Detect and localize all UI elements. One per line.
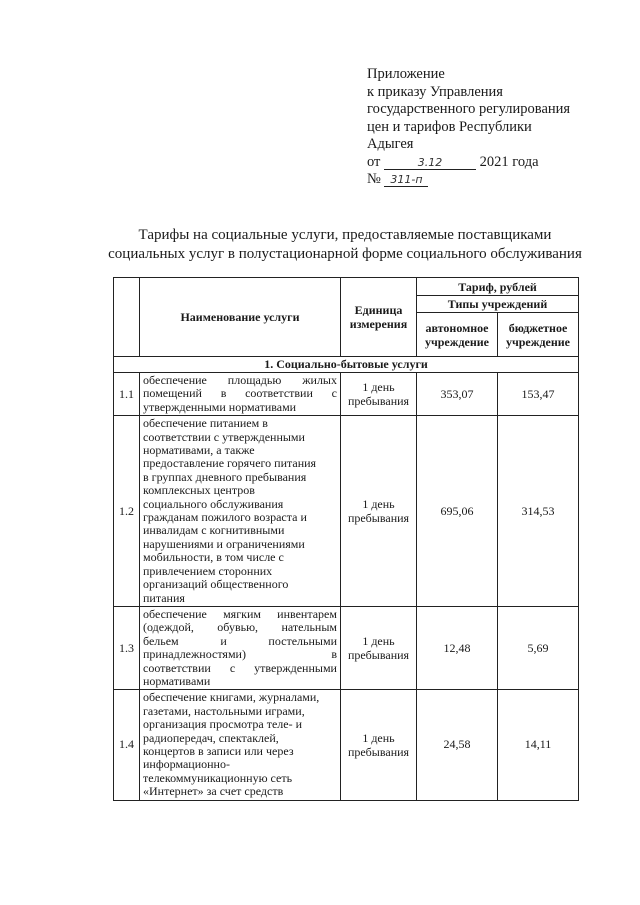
- service-name-line: [143, 578, 337, 591]
- service-name-word: предоставление горячего питания: [143, 456, 317, 471]
- service-name-line: [143, 772, 337, 785]
- service-name-word: обувью,: [217, 620, 259, 635]
- service-name-line: [143, 511, 337, 524]
- tariff-autonomous: 353,07: [417, 373, 498, 416]
- tariff-autonomous: 695,06: [417, 416, 498, 607]
- service-name-line: [143, 758, 337, 771]
- service-name-line: [143, 387, 337, 400]
- service-name-word: социального обслуживания: [143, 496, 284, 511]
- row-number: 1.2: [114, 416, 140, 607]
- service-name-word: телекоммуникационную сеть: [143, 770, 293, 785]
- service-name-word: в группах дневного пребывания: [143, 469, 307, 484]
- tariff-budget: 5,69: [498, 606, 579, 689]
- unit-of-measure: 1 день пребывания: [341, 606, 417, 689]
- service-name-word: жилых: [302, 373, 337, 387]
- service-name-line: [143, 374, 337, 387]
- service-name-word: обеспечение: [143, 373, 207, 387]
- document-title: [100, 226, 590, 264]
- service-name-word: обеспечение книгами, журналами,: [143, 690, 320, 705]
- service-name-word: бельем: [143, 633, 179, 648]
- service-name-word: нательным: [281, 620, 337, 635]
- service-name-line: [143, 732, 337, 745]
- appendix-line: к приказу Управления: [367, 83, 503, 100]
- service-name-line: [143, 484, 337, 497]
- tariff-budget: 14,11: [498, 690, 579, 800]
- tariff-budget: 153,47: [498, 373, 579, 416]
- service-name-line: [143, 457, 337, 470]
- appendix-line: цен и тарифов Республики: [367, 118, 532, 135]
- appendix-line: Приложение: [367, 66, 445, 82]
- service-name-line: [143, 444, 337, 457]
- service-name-line: [143, 524, 337, 537]
- table-row: [114, 416, 579, 607]
- service-name-line: [143, 538, 337, 551]
- appendix-date: [367, 154, 627, 172]
- service-name-word: утвержденными нормативами: [143, 399, 297, 414]
- service-name-word: и: [220, 633, 227, 648]
- tariff-autonomous: 12,48: [417, 606, 498, 689]
- service-name-word: мобильности, в том числе с: [143, 550, 284, 565]
- service-name-line: [143, 417, 337, 430]
- title-line: социальных услуг в полустационарной форме социального обслуживания: [108, 246, 582, 262]
- service-name-word: нарушениями и ограничениями: [143, 536, 305, 551]
- service-name-line: [143, 608, 337, 621]
- table-row: [114, 690, 579, 800]
- appendix-line: Адыгея: [367, 136, 414, 152]
- service-name-word: организаций общественного: [143, 577, 289, 592]
- service-name: [140, 606, 341, 689]
- service-name-line: [143, 401, 337, 414]
- unit-of-measure: 1 день пребывания: [341, 416, 417, 607]
- header-budget: бюджетное учреждение: [498, 313, 579, 357]
- table-row: [114, 606, 579, 689]
- service-name-word: «Интернет» за счет средств: [143, 784, 284, 799]
- service-name-line: [143, 565, 337, 578]
- header-tariff: Тариф, рублей: [417, 278, 579, 296]
- table-row: [114, 373, 579, 416]
- service-name-line: [143, 498, 337, 511]
- service-name-word: радиопередач, спектаклей,: [143, 730, 279, 745]
- service-name-line: [143, 592, 337, 605]
- service-name-word: в: [331, 647, 337, 662]
- service-name-line: [143, 431, 337, 444]
- service-name-word: концертов в записи или через: [143, 743, 294, 758]
- header-unit: Единица измерения: [341, 278, 417, 357]
- service-name-line: [143, 471, 337, 484]
- service-name-line: [143, 675, 337, 688]
- handwritten-number: 311-п: [384, 173, 428, 187]
- service-name-line: [143, 745, 337, 758]
- unit-of-measure: 1 день пребывания: [341, 690, 417, 800]
- service-name-word: нормативами: [143, 673, 211, 688]
- service-name-word: организация просмотра теле- и: [143, 717, 303, 732]
- service-name-word: постельными: [268, 633, 337, 648]
- number-prefix: №: [367, 171, 381, 187]
- service-name-word: площадью: [227, 373, 282, 387]
- service-name-word: (одеждой,: [143, 620, 194, 635]
- service-name: [140, 416, 341, 607]
- tariffs-table: [113, 277, 579, 801]
- service-name-line: [143, 662, 337, 675]
- service-name: [140, 690, 341, 800]
- service-name-line: [143, 621, 337, 634]
- service-name-word: соответствии: [245, 386, 313, 401]
- service-name-line: [143, 705, 337, 718]
- tariff-budget: 314,53: [498, 416, 579, 607]
- unit-of-measure: 1 день пребывания: [341, 373, 417, 416]
- service-name-line: [143, 691, 337, 704]
- service-name: [140, 373, 341, 416]
- service-name-word: утвержденными: [254, 660, 337, 675]
- appendix-block: [367, 66, 627, 189]
- service-name-line: [143, 648, 337, 661]
- service-name-word: принадлежностями): [143, 647, 246, 662]
- service-name-word: питания: [143, 590, 185, 605]
- service-name-word: соответствии: [143, 660, 211, 675]
- section-header: 1. Социально-бытовые услуги: [114, 357, 579, 373]
- service-name-line: [143, 785, 337, 798]
- service-name-word: привлечением сторонних: [143, 563, 273, 578]
- service-name-word: гражданам пожилого возраста и: [143, 510, 307, 525]
- tariff-autonomous: 24,58: [417, 690, 498, 800]
- service-name-word: газетами, настольными играми,: [143, 703, 305, 718]
- service-name-line: [143, 551, 337, 564]
- header-name: Наименование услуги: [140, 278, 341, 357]
- row-number: 1.1: [114, 373, 140, 416]
- handwritten-date: 3.12: [384, 156, 476, 170]
- service-name-word: помещений: [143, 386, 202, 401]
- service-name-word: с: [229, 660, 236, 675]
- service-name-word: информационно-: [143, 757, 230, 772]
- service-name-word: инвалидам с когнитивными: [143, 523, 285, 538]
- service-name-word: мягким: [223, 606, 261, 621]
- title-line: Тарифы на социальные услуги, предоставляемые поставщиками: [138, 227, 552, 243]
- header-autonomous: автономное учреждение: [417, 313, 498, 357]
- row-number: 1.4: [114, 690, 140, 800]
- date-prefix: от: [367, 153, 381, 170]
- service-name-word: нормативами, а также: [143, 443, 255, 458]
- row-number: 1.3: [114, 606, 140, 689]
- header-types: Типы учреждений: [417, 296, 579, 313]
- header-num: [114, 278, 140, 357]
- appendix-number: [367, 171, 627, 189]
- service-name-word: обеспечение: [143, 606, 207, 621]
- service-name-word: с: [331, 386, 337, 401]
- service-name-line: [143, 718, 337, 731]
- table-body: [114, 357, 579, 801]
- service-name-word: комплексных центров: [143, 483, 255, 498]
- service-name-line: [143, 635, 337, 648]
- appendix-line: государственного регулирования: [367, 101, 571, 117]
- service-name-word: обеспечение питанием в: [143, 416, 268, 431]
- service-name-word: инвентарем: [277, 606, 337, 621]
- date-suffix: 2021 года: [479, 153, 539, 170]
- service-name-word: соответствии с утвержденными: [143, 429, 305, 444]
- service-name-word: в: [220, 386, 227, 401]
